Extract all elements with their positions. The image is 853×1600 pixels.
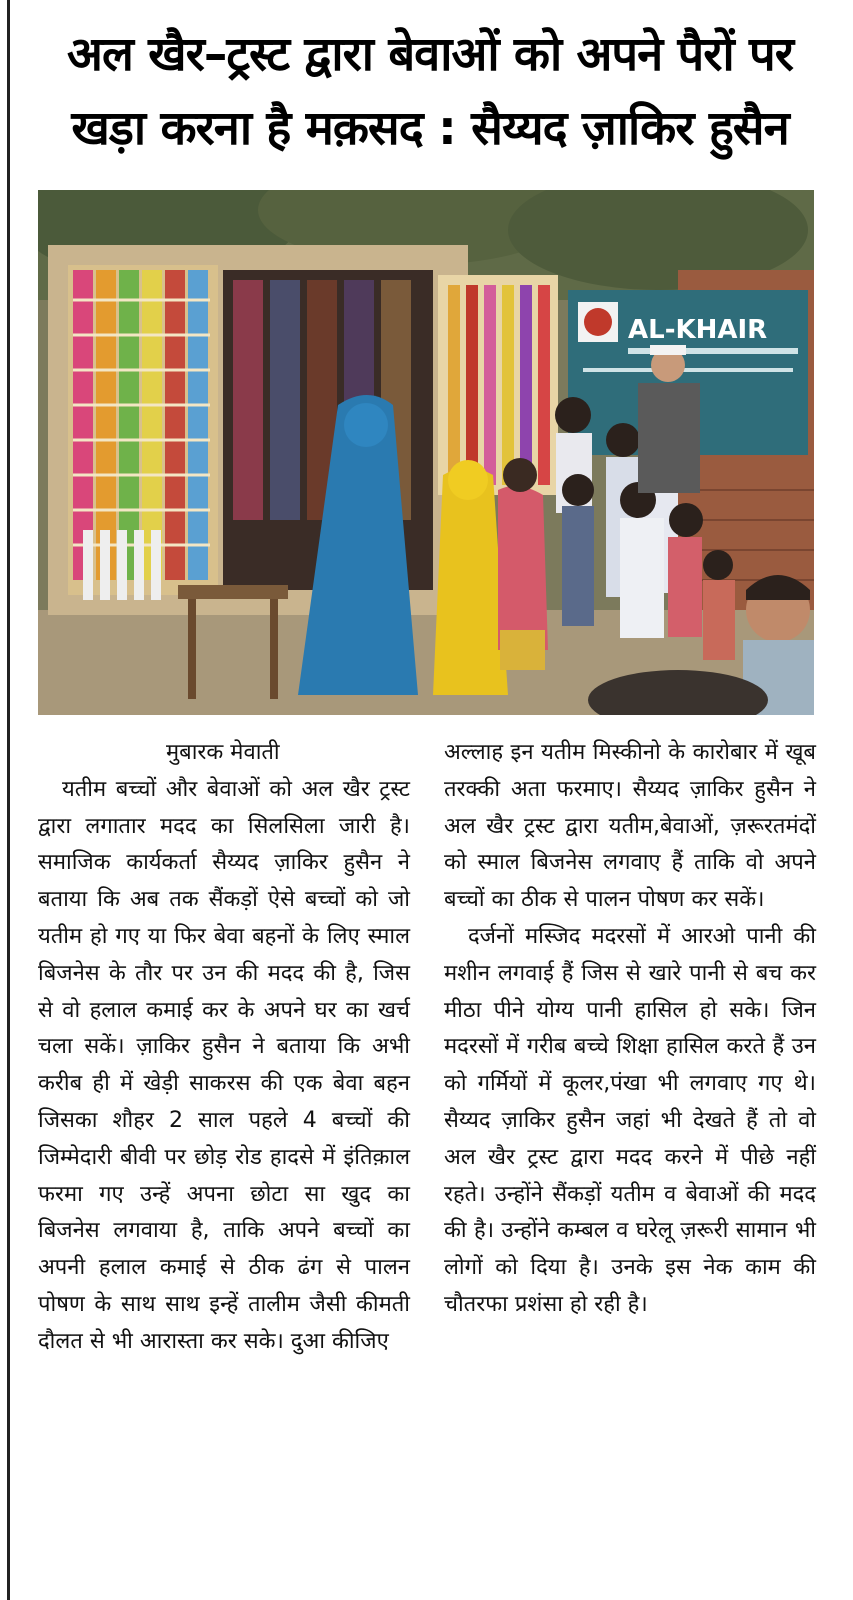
banner-text: AL-KHAIR [628, 315, 768, 345]
headline-line-1: अल खैर–ट्रस्ट द्वारा बेवाओं को अपने पैरों पर [67, 27, 793, 82]
article-body [38, 735, 816, 1590]
paragraph: यतीम बच्चों और बेवाओं को अल खैर ट्रस्ट द्वारा लगातार मदद का सिलसिला जारी है। समाजिक कार्यकर्ता सैय्यद ज़ाकिर हुसैन ने बताया कि अब तक सैंकड़ों ऐसे बच्चों को जो यतीम हो गए या फिर बेवा बहनों के लिए स्माल बिजनेस के तौर पर उन की मदद की है, जिस से वो हलाल कमाई कर के अपने घर का खर्च चला सकें। ज़ाकिर हुसैन ने बताया कि अभी करीब ही में खेड़ी साकरस की एक बेवा बहन जिसका शौहर 2 साल पहले 4 बच्चों की जिम्मेदारी बीवी पर छोड़ रोड हादसे में इंतिक़ाल फरमा गए उन्हें अपना छोटा सा खुद का बिजनेस लगवाया है, ताकि अपने बच्चों का अपनी हलाल कमाई से ठीक ढंग से पालन पोषण के साथ साथ इन्हें तालीम जैसी कीमती दौलत से भी आरास्ता कर सके। दुआ कीजिए [38, 776, 410, 1354]
news-photo [38, 190, 814, 715]
article-column-right [444, 735, 816, 1324]
byline: मुबारक मेवाती [166, 740, 280, 765]
paragraph: अल्लाह इन यतीम मिस्कीनो के कारोबार में खूब तरक्की अता फरमाए। सैय्यद ज़ाकिर हुसैन ने अल खैर ट्रस्ट द्वारा यतीम,बेवाओं, ज़रूरतमंदों को स्माल बिजनेस लगवाए हैं ताकि वो अपने बच्चों का ठीक से पालन पोषण कर सकें। [444, 740, 816, 913]
article-column-left [38, 735, 410, 1361]
paragraph: दर्जनों मस्जिद मदरसों में आरओ पानी की मशीन लगवाई हैं जिस से खारे पानी से बच कर मीठा पीने योग्य पानी हासिल हो सके। जिन मदरसों में गरीब बच्चे शिक्षा हासिल करते हैं उन को गर्मियों में कूलर,पंखा भी लगवाए गए थे। सैय्यद ज़ाकिर हुसैन जहां भी देखते हैं तो वो अल खैर ट्रस्ट द्वारा मदद करने में पीछे नहीं रहते। उन्होंने सैंकड़ों यतीम व बेवाओं की मदद की है। उन्होंने कम्बल व घरेलू ज़रूरी सामान भी लोगों को दिया है। उनके इस नेक काम की चौतरफा प्रशंसा हो रही है। [444, 923, 816, 1317]
headline-line-2: खड़ा करना है मक़सद : सैय्यद ज़ाकिर हुसैन [71, 101, 789, 156]
shop-photo-illustration [38, 190, 814, 715]
headline [20, 18, 840, 166]
column-rule [7, 0, 10, 1600]
